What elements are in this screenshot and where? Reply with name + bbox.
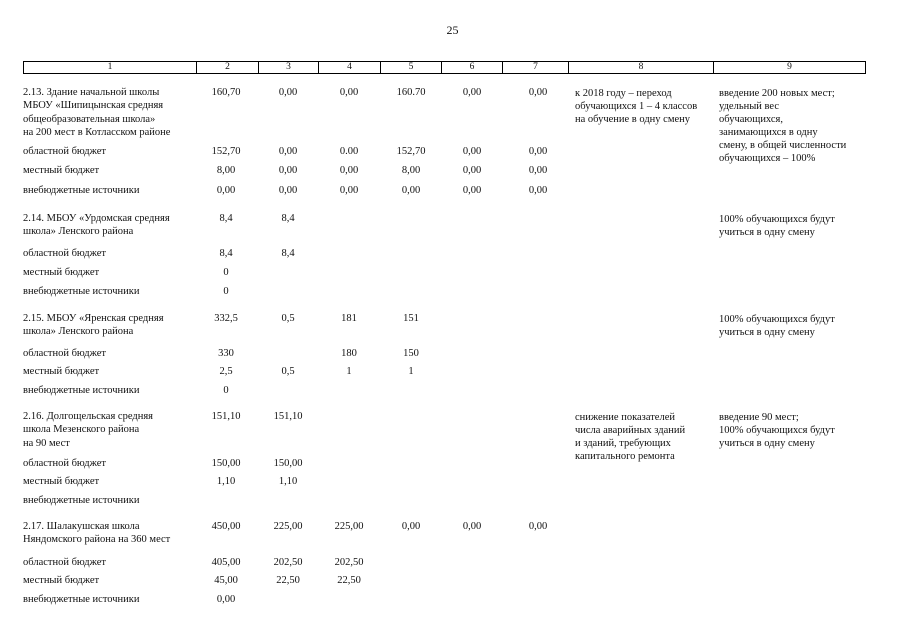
- value-cell: 225,00: [334, 521, 364, 532]
- header-cell: 7: [503, 62, 569, 74]
- value-cell: 202,50: [273, 557, 303, 568]
- indicator-note: 100% обучающихся будут: [719, 314, 835, 325]
- value-cell: 2,5: [219, 366, 233, 377]
- value-cell: 225,00: [273, 521, 303, 532]
- value-cell: 160,70: [211, 87, 241, 98]
- value-cell: 0,00: [462, 146, 482, 157]
- value-cell: 0,00: [462, 521, 482, 532]
- row-label: областной бюджет: [23, 458, 106, 469]
- value-cell: 0.00: [339, 146, 359, 157]
- value-cell: 0,00: [528, 521, 548, 532]
- row-label: 2.14. МБОУ «Урдомская средняя: [23, 213, 170, 224]
- row-label: внебюджетные источники: [23, 185, 140, 196]
- indicator-note: смену, в общей численности: [719, 140, 847, 151]
- header-cell: 2: [197, 62, 259, 74]
- row-label: местный бюджет: [23, 476, 100, 487]
- value-cell: 151,10: [211, 411, 241, 422]
- value-cell: 45,00: [214, 575, 238, 586]
- row-label: областной бюджет: [23, 348, 106, 359]
- indicator-note: удельный вес: [719, 101, 780, 112]
- value-cell: 22,50: [337, 575, 361, 586]
- header-cell: 9: [714, 62, 866, 74]
- row-label: областной бюджет: [23, 146, 106, 157]
- indicator-note: учиться в одну смену: [719, 227, 815, 238]
- result-note: к 2018 году – переход: [575, 88, 672, 99]
- row-label: местный бюджет: [23, 366, 100, 377]
- row-label: 2.15. МБОУ «Яренская средняя: [23, 313, 164, 324]
- value-cell: 150: [403, 348, 419, 359]
- value-cell: 150,00: [211, 458, 241, 469]
- value-cell: 0,00: [339, 185, 359, 196]
- value-cell: 202,50: [334, 557, 364, 568]
- indicator-note: обучающихся – 100%: [719, 153, 816, 164]
- row-label: местный бюджет: [23, 575, 100, 586]
- value-cell: 0,00: [528, 185, 548, 196]
- row-label: школа Мезенского района: [23, 424, 140, 436]
- header-cell: 1: [24, 62, 197, 74]
- value-cell: 0,00: [278, 185, 298, 196]
- value-cell: 0,00: [339, 165, 359, 176]
- value-cell: 1: [346, 366, 352, 377]
- result-note: и зданий, требующих: [575, 438, 671, 449]
- row-label: областной бюджет: [23, 557, 106, 568]
- value-cell: 151,10: [273, 411, 303, 422]
- value-cell: 180: [341, 348, 357, 359]
- value-cell: 8,4: [219, 213, 233, 224]
- row-label: 2.16. Долгощельская средняя: [23, 411, 153, 422]
- row-label: 2.13. Здание начальной школы: [23, 87, 160, 98]
- value-cell: 0,00: [216, 185, 236, 196]
- indicator-note: 100% обучающихся будут: [719, 214, 835, 225]
- row-label: на 200 мест в Котласском районе: [23, 126, 171, 138]
- header-cell: 3: [259, 62, 319, 74]
- value-cell: 181: [341, 313, 357, 324]
- row-label: школа» Ленского района: [23, 326, 134, 338]
- row-label: областной бюджет: [23, 248, 106, 259]
- value-cell: 0,00: [401, 185, 421, 196]
- value-cell: 151: [403, 313, 419, 324]
- value-cell: 152,70: [211, 146, 241, 157]
- value-cell: 0,00: [528, 87, 548, 98]
- row-label: местный бюджет: [23, 267, 100, 278]
- value-cell: 0,00: [278, 87, 298, 98]
- value-cell: 332,5: [214, 313, 238, 324]
- value-cell: 330: [218, 348, 234, 359]
- value-cell: 0,5: [281, 366, 295, 377]
- indicator-note: введение 200 новых мест;: [719, 88, 835, 99]
- value-cell: 0,00: [462, 165, 482, 176]
- row-label: внебюджетные источники: [23, 385, 140, 396]
- indicator-note: учиться в одну смену: [719, 438, 815, 449]
- row-label: внебюджетные источники: [23, 495, 140, 506]
- row-label: 2.17. Шалакушская школа: [23, 521, 140, 532]
- value-cell: 0,00: [462, 87, 482, 98]
- result-note: числа аварийных зданий: [575, 425, 686, 436]
- value-cell: 1,10: [278, 476, 298, 487]
- row-label: школа» Ленского района: [23, 226, 134, 238]
- row-label: на 90 мест: [23, 437, 70, 449]
- header-cell: 8: [569, 62, 714, 74]
- result-note: на обучение в одну смену: [575, 114, 691, 125]
- value-cell: 8,4: [219, 248, 233, 259]
- value-cell: 8,4: [281, 248, 295, 259]
- value-cell: 150,00: [273, 458, 303, 469]
- value-cell: 0,00: [528, 146, 548, 157]
- header-cell: 5: [381, 62, 442, 74]
- row-label: Няндомского района на 360 мест: [23, 534, 171, 546]
- indicator-note: 100% обучающихся будут: [719, 425, 835, 436]
- value-cell: 0,00: [278, 165, 298, 176]
- value-cell: 450,00: [211, 521, 241, 532]
- indicator-note: обучающихся,: [719, 114, 783, 125]
- value-cell: 0,00: [339, 87, 359, 98]
- value-cell: 0: [223, 286, 229, 297]
- row-label: общеобразовательная школа»: [23, 113, 156, 125]
- value-cell: 0,00: [401, 521, 421, 532]
- value-cell: 0,00: [278, 146, 298, 157]
- page-number: 25: [446, 23, 459, 37]
- row-label: внебюджетные источники: [23, 594, 140, 605]
- result-note: снижение показателей: [575, 412, 675, 423]
- row-label: внебюджетные источники: [23, 286, 140, 297]
- value-cell: 0,00: [528, 165, 548, 176]
- value-cell: 1: [408, 366, 414, 377]
- header-cell: 6: [442, 62, 503, 74]
- value-cell: 0,00: [216, 594, 236, 605]
- value-cell: 8,4: [281, 213, 295, 224]
- value-cell: 152,70: [396, 146, 426, 157]
- indicator-note: занимающихся в одну: [719, 127, 818, 138]
- value-cell: 0: [223, 385, 229, 396]
- value-cell: 8,00: [401, 165, 421, 176]
- value-cell: 160.70: [396, 87, 426, 98]
- value-cell: 0,5: [281, 313, 295, 324]
- row-label: местный бюджет: [23, 165, 100, 176]
- column-number-header: [23, 61, 866, 74]
- value-cell: 0,00: [462, 185, 482, 196]
- indicator-note: введение 90 мест;: [719, 412, 799, 423]
- value-cell: 0: [223, 267, 229, 278]
- value-cell: 8,00: [216, 165, 236, 176]
- header-cell: 4: [319, 62, 381, 74]
- result-note: капитального ремонта: [575, 451, 675, 462]
- result-note: обучающихся 1 – 4 классов: [575, 101, 698, 112]
- row-label: МБОУ «Шипицынская средняя: [23, 100, 164, 112]
- indicator-note: учиться в одну смену: [719, 327, 815, 338]
- value-cell: 22,50: [276, 575, 300, 586]
- value-cell: 405,00: [211, 557, 241, 568]
- value-cell: 1,10: [216, 476, 236, 487]
